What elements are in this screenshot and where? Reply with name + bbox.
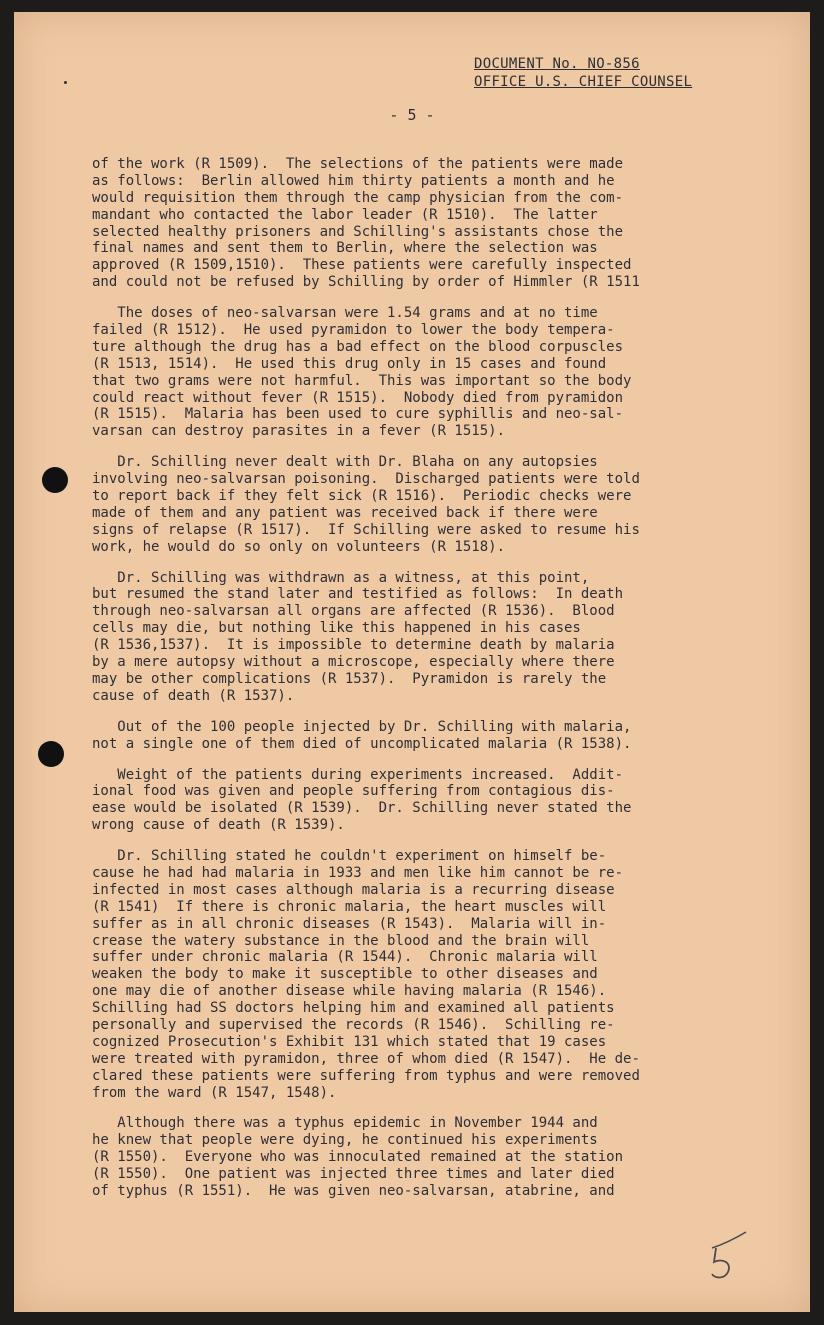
text-line: would requisition them through the camp physician from the com- xyxy=(92,189,624,206)
text-line: varsan can destroy parasites in a fever (R 1515). xyxy=(92,423,506,440)
paragraph xyxy=(92,454,762,555)
text-line: by a mere autopsy without a microscope, especially where there xyxy=(92,654,615,671)
text-line: were treated with pyramidon, three of whom died (R 1547). He de- xyxy=(92,1050,640,1067)
text-line: Dr. Schilling never dealt with Dr. Blaha on any autopsies xyxy=(92,454,598,471)
text-line: involving neo-salvarsan poisoning. Discharged patients were told xyxy=(92,471,640,488)
paragraph xyxy=(92,767,762,835)
punch-hole-bottom xyxy=(38,741,64,767)
document-number: DOCUMENT No. NO-856 xyxy=(474,56,640,72)
text-line: and could not be refused by Schilling by order of Himmler (R 1511 xyxy=(92,274,640,291)
text-line: to report back if they felt sick (R 1516). Periodic checks were xyxy=(92,488,632,505)
handwritten-page-mark xyxy=(702,1228,750,1288)
text-line: mandant who contacted the labor leader (R 1510). The latter xyxy=(92,206,598,223)
paragraph xyxy=(92,570,762,705)
punch-hole-top xyxy=(42,467,68,493)
text-line: clared these patients were suffering from typhus and were removed xyxy=(92,1067,640,1084)
text-line: selected healthy prisoners and Schilling's assistants chose the xyxy=(92,223,624,240)
text-line: cells may die, but nothing like this happened in his cases xyxy=(92,620,581,637)
paragraph-gap xyxy=(92,556,762,570)
paragraph-gap xyxy=(92,291,762,305)
text-line: The doses of neo-salvarsan were 1.54 grams and at no time xyxy=(92,305,598,322)
text-line: failed (R 1512). He used pyramidon to lower the body tempera- xyxy=(92,322,615,339)
text-line: from the ward (R 1547, 1548). xyxy=(92,1084,337,1101)
text-line: ional food was given and people suffering from contagious dis- xyxy=(92,783,615,800)
text-line: Although there was a typhus epidemic in November 1944 and xyxy=(92,1115,598,1132)
text-line: but resumed the stand later and testified as follows: In death xyxy=(92,586,624,603)
text-line: Dr. Schilling stated he couldn't experiment on himself be- xyxy=(92,848,607,865)
paragraph-gap xyxy=(92,753,762,767)
text-line: Weight of the patients during experiments increased. Addit- xyxy=(92,766,624,783)
text-line: through neo-salvarsan all organs are affected (R 1536). Blood xyxy=(92,603,615,620)
text-line: (R 1513, 1514). He used this drug only in 15 cases and found xyxy=(92,355,607,372)
paragraph xyxy=(92,1115,762,1199)
text-line: Out of the 100 people injected by Dr. Schilling with malaria, xyxy=(92,718,632,735)
text-line: personally and supervised the records (R 1546). Schilling re- xyxy=(92,1016,615,1033)
text-line: made of them and any patient was received back if there were xyxy=(92,504,598,521)
paragraph-gap xyxy=(92,705,762,719)
text-line: (R 1550). One patient was injected three times and later died xyxy=(92,1166,615,1183)
page-number: - 5 - xyxy=(389,106,435,124)
paragraph xyxy=(92,719,762,753)
text-line: work, he would do so only on volunteers (R 1518). xyxy=(92,538,506,555)
text-line: cause he had had malaria in 1933 and men like him cannot be re- xyxy=(92,864,624,881)
paragraph-gap xyxy=(92,1101,762,1115)
text-line: could react without fever (R 1515). Nobody died from pyramidon xyxy=(92,389,624,406)
text-line: as follows: Berlin allowed him thirty patients a month and he xyxy=(92,172,615,189)
text-line: (R 1515). Malaria has been used to cure syphillis and neo-sal- xyxy=(92,406,624,423)
text-line: suffer as in all chronic diseases (R 1543). Malaria will in- xyxy=(92,915,607,932)
paragraph-gap xyxy=(92,834,762,848)
text-line: not a single one of them died of uncomplicated malaria (R 1538). xyxy=(92,735,632,752)
text-line: (R 1541) If there is chronic malaria, the heart muscles will xyxy=(92,898,607,915)
office-title: OFFICE U.S. CHIEF COUNSEL xyxy=(474,74,693,90)
text-line: final names and sent them to Berlin, where the selection was xyxy=(92,240,598,257)
text-line: (R 1550). Everyone who was innoculated remained at the station xyxy=(92,1149,624,1166)
text-line: of the work (R 1509). The selections of the patients were made xyxy=(92,156,624,172)
text-line: may be other complications (R 1537). Pyramidon is rarely the xyxy=(92,670,607,687)
text-line: approved (R 1509,1510). These patients were carefully inspected xyxy=(92,257,632,274)
paragraph-gap xyxy=(92,440,762,454)
paper-speck xyxy=(64,81,67,84)
text-line: cognized Prosecution's Exhibit 131 which stated that 19 cases xyxy=(92,1033,607,1050)
paragraph xyxy=(92,156,762,291)
text-line: that two grams were not harmful. This was important so the body xyxy=(92,372,632,389)
text-line: (R 1536,1537). It is impossible to determine death by malaria xyxy=(92,637,615,654)
paragraph xyxy=(92,305,762,440)
document-header xyxy=(474,55,734,91)
text-line: ture although the drug has a bad effect on the blood corpuscles xyxy=(92,338,624,355)
text-line: signs of relapse (R 1517). If Schilling were asked to resume his xyxy=(92,521,640,538)
text-line: one may die of another disease while having malaria (R 1546). xyxy=(92,983,607,1000)
document-body xyxy=(92,156,762,1200)
text-line: of typhus (R 1551). He was given neo-salvarsan, atabrine, and xyxy=(92,1182,615,1199)
text-line: wrong cause of death (R 1539). xyxy=(92,817,345,834)
paragraph xyxy=(92,848,762,1101)
text-line: infected in most cases although malaria is a recurring disease xyxy=(92,881,615,898)
text-line: ease would be isolated (R 1539). Dr. Schilling never stated the xyxy=(92,800,632,817)
text-line: crease the watery substance in the blood and the brain will xyxy=(92,932,590,949)
text-line: Schilling had SS doctors helping him and examined all patients xyxy=(92,1000,615,1017)
text-line: he knew that people were dying, he continued his experiments xyxy=(92,1132,598,1149)
text-line: weaken the body to make it susceptible to other diseases and xyxy=(92,966,598,983)
text-line: cause of death (R 1537). xyxy=(92,687,295,704)
text-line: Dr. Schilling was withdrawn as a witness, at this point, xyxy=(92,569,590,586)
text-line: suffer under chronic malaria (R 1544). Chronic malaria will xyxy=(92,949,598,966)
